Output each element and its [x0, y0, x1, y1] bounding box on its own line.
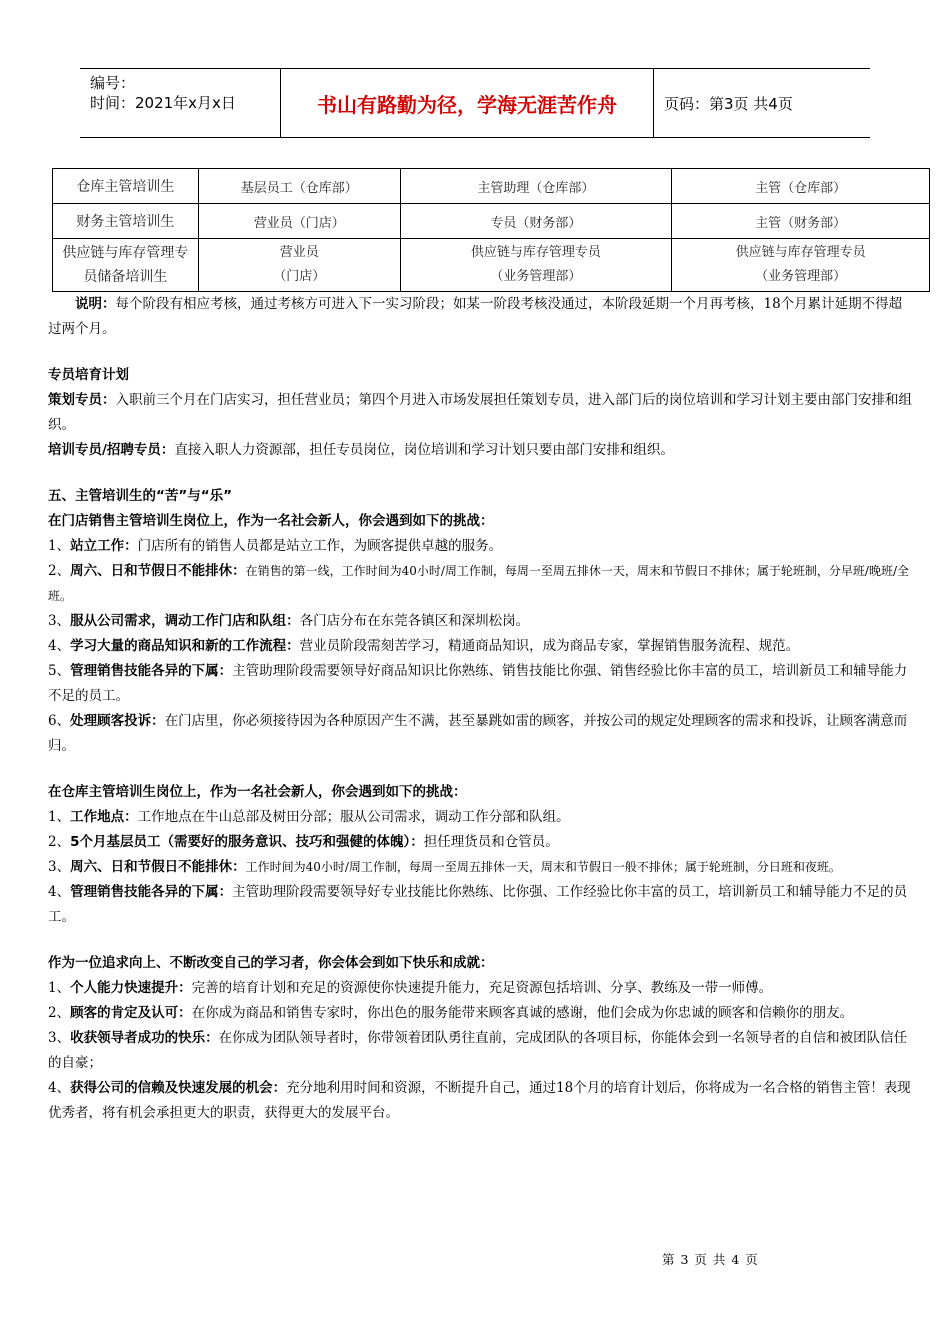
specialist-title: 专员培育计划 — [48, 367, 129, 383]
item-label: 周六、日和节假日不能排休： — [70, 859, 246, 875]
item-number: 6、 — [48, 713, 71, 729]
section-title: 五、主管培训生的“苦”与“乐” — [48, 488, 232, 504]
list-item — [48, 830, 914, 855]
page-footer: 第 3 页 共 4 页 — [662, 1252, 759, 1267]
training-path-table — [52, 168, 930, 292]
item-text: 在门店里，你必须接待因为各种原因产生不满，甚至暴跳如雷的顾客，并按公司的规定处理顾客的需求和投诉，让顾客满意而归。 — [48, 713, 908, 754]
item-text: 在销售的第一线，工作时间为40小时/周工作制，每周一至周五排休一天，周末和节假日不排休；属于轮班制，分早班/晚班/全班。 — [48, 564, 909, 603]
item-label: 策划专员： — [48, 392, 116, 408]
item-text: 担任理货员和仓管员。 — [423, 834, 559, 850]
table-cell: 基层员工（仓库部） — [198, 169, 400, 204]
table-row — [53, 204, 930, 239]
item-label: 站立工作： — [70, 538, 138, 554]
item-number: 5、 — [48, 663, 71, 679]
item-number: 4、 — [48, 884, 71, 900]
table-cell: 专员（财务部） — [400, 204, 672, 239]
list-item — [48, 1026, 914, 1076]
list-item — [48, 659, 914, 709]
page-header — [80, 68, 870, 138]
list-item — [48, 1001, 914, 1026]
cell-line: 供应链与库存管理专员 — [735, 245, 866, 260]
item-label: 管理销售技能各异的下属： — [70, 884, 233, 900]
cell-line: （业务管理部） — [755, 269, 847, 284]
list-item — [48, 634, 914, 659]
table-cell — [672, 239, 930, 292]
cell-line: （门店） — [273, 269, 326, 284]
item-number: 1、 — [48, 809, 71, 825]
item-text: 营业员阶段需刻苦学习，精通商品知识，成为商品专家，掌握销售服务流程、规范。 — [299, 638, 800, 654]
list-item — [48, 609, 914, 634]
header-meta — [80, 69, 280, 137]
cell-line: 员储备培训生 — [83, 269, 168, 285]
table-cell: 主管（财务部） — [672, 204, 930, 239]
item-number: 2、 — [48, 834, 71, 850]
table-row — [53, 239, 930, 292]
item-text: 工作地点在牛山总部及树田分部；服从公司需求，调动工作分部和队组。 — [137, 809, 570, 825]
item-text: 主管助理阶段需要领导好专业技能比你熟练、比你强、工作经验比你丰富的员工，培训新员工和辅导能力不足的员工。 — [48, 884, 908, 925]
item-text: 在你成为商品和销售专家时，你出色的服务能带来顾客真诚的感谢，他们会成为你忠诚的顾客和信赖你的朋友。 — [191, 1005, 854, 1021]
item-number: 4、 — [48, 1080, 71, 1096]
document-number-label: 编号： — [90, 74, 136, 92]
list-item — [48, 805, 914, 830]
table-cell: 主管（仓库部） — [672, 169, 930, 204]
list-item — [48, 559, 914, 609]
table-cell — [400, 239, 672, 292]
list-item — [48, 880, 914, 930]
list-item — [48, 855, 914, 880]
list-item — [48, 976, 914, 1001]
note-label: 说明： — [75, 296, 116, 312]
table-cell: 主管助理（仓库部） — [400, 169, 672, 204]
item-label: 顾客的肯定及认可： — [70, 1005, 192, 1021]
header-page-info: 页码：第3页 共4页 — [664, 94, 793, 113]
item-label: 处理顾客投诉： — [70, 713, 165, 729]
item-number: 2、 — [48, 1005, 71, 1021]
item-number: 1、 — [48, 980, 71, 996]
item-number: 3、 — [48, 1030, 71, 1046]
header-motto: 书山有路勤为径，学海无涯苦作舟 — [280, 69, 654, 137]
table-cell: 财务主管培训生 — [53, 204, 199, 239]
cell-line: 营业员 — [279, 245, 319, 260]
item-label: 工作地点： — [70, 809, 138, 825]
store-intro: 在门店销售主管培训生岗位上，作为一名社会新人，你会遇到如下的挑战： — [48, 513, 494, 529]
item-text: 门店所有的销售人员都是站立工作，为顾客提供卓越的服务。 — [137, 538, 503, 554]
list-item — [48, 534, 914, 559]
item-number: 3、 — [48, 613, 71, 629]
item-label: 收获领导者成功的快乐： — [70, 1030, 219, 1046]
item-number: 3、 — [48, 859, 71, 875]
document-time: 时间：2021年x月x日 — [90, 94, 236, 112]
table-cell: 仓库主管培训生 — [53, 169, 199, 204]
item-text: 工作时间为40小时/周工作制，每周一至周五排休一天，周末和节假日一般不排休；属于轮班制，分日班和夜班。 — [245, 860, 841, 874]
document-body — [48, 292, 914, 1126]
list-item — [48, 388, 914, 438]
joy-intro: 作为一位追求向上、不断改变自己的学习者，你会体会到如下快乐和成就： — [48, 955, 494, 971]
item-label: 个人能力快速提升： — [70, 980, 192, 996]
table-cell: 营业员（门店） — [198, 204, 400, 239]
item-number: 1、 — [48, 538, 71, 554]
note-paragraph — [48, 292, 914, 342]
item-label: 学习大量的商品知识和新的工作流程： — [70, 638, 300, 654]
item-label: 管理销售技能各异的下属： — [70, 663, 233, 679]
note-text: 每个阶段有相应考核，通过考核方可进入下一实习阶段；如某一阶段考核没通过，本阶段延期一个月再考核，18个月累计延期不得超过两个月。 — [48, 296, 903, 337]
table-cell — [198, 239, 400, 292]
table-row — [53, 169, 930, 204]
item-text: 直接入职人力资源部，担任专员岗位，岗位培训和学习计划只要由部门安排和组织。 — [174, 442, 674, 458]
item-number: 2、 — [48, 563, 71, 579]
item-label: 培训专员/招聘专员： — [48, 442, 175, 458]
item-label: 服从公司需求，调动工作门店和队组： — [70, 613, 300, 629]
item-text: 在你成为团队领导者时，你带领着团队勇往直前，完成团队的各项目标，你能体会到一名领导者的自信和被团队信任的自豪； — [48, 1030, 908, 1071]
item-text: 完善的培育计划和充足的资源使你快速提升能力，充足资源包括培训、分享、教练及一带一师傅。 — [191, 980, 773, 996]
item-text: 各门店分布在东莞各镇区和深圳松岗。 — [299, 613, 530, 629]
list-item — [48, 1076, 914, 1126]
item-text: 充分地利用时间和资源，不断提升自己，通过18个月的培育计划后，你将成为一名合格的销售主管！表现优秀者，将有机会承担更大的职责，获得更大的发展平台。 — [48, 1080, 911, 1121]
table-cell — [53, 239, 199, 292]
item-label: 获得公司的信赖及快速发展的机会： — [70, 1080, 287, 1096]
item-label: 周六、日和节假日不能排休： — [70, 563, 246, 579]
cell-line: 供应链与库存管理专 — [62, 245, 189, 261]
list-item — [48, 709, 914, 759]
list-item — [48, 438, 914, 463]
cell-line: 供应链与库存管理专员 — [470, 245, 601, 260]
item-label: 5个月基层员工（需要好的服务意识、技巧和强健的体魄）： — [70, 834, 424, 850]
cell-line: （业务管理部） — [490, 269, 582, 284]
item-number: 4、 — [48, 638, 71, 654]
item-text: 主管助理阶段需要领导好商品知识比你熟练、销售技能比你强、销售经验比你丰富的员工，培训新员工和辅导能力不足的员工。 — [48, 663, 908, 704]
item-text: 入职前三个月在门店实习，担任营业员；第四个月进入市场发展担任策划专员，进入部门后的岗位培训和学习计划主要由部门安排和组织。 — [48, 392, 912, 433]
warehouse-intro: 在仓库主管培训生岗位上，作为一名社会新人，你会遇到如下的挑战： — [48, 784, 467, 800]
